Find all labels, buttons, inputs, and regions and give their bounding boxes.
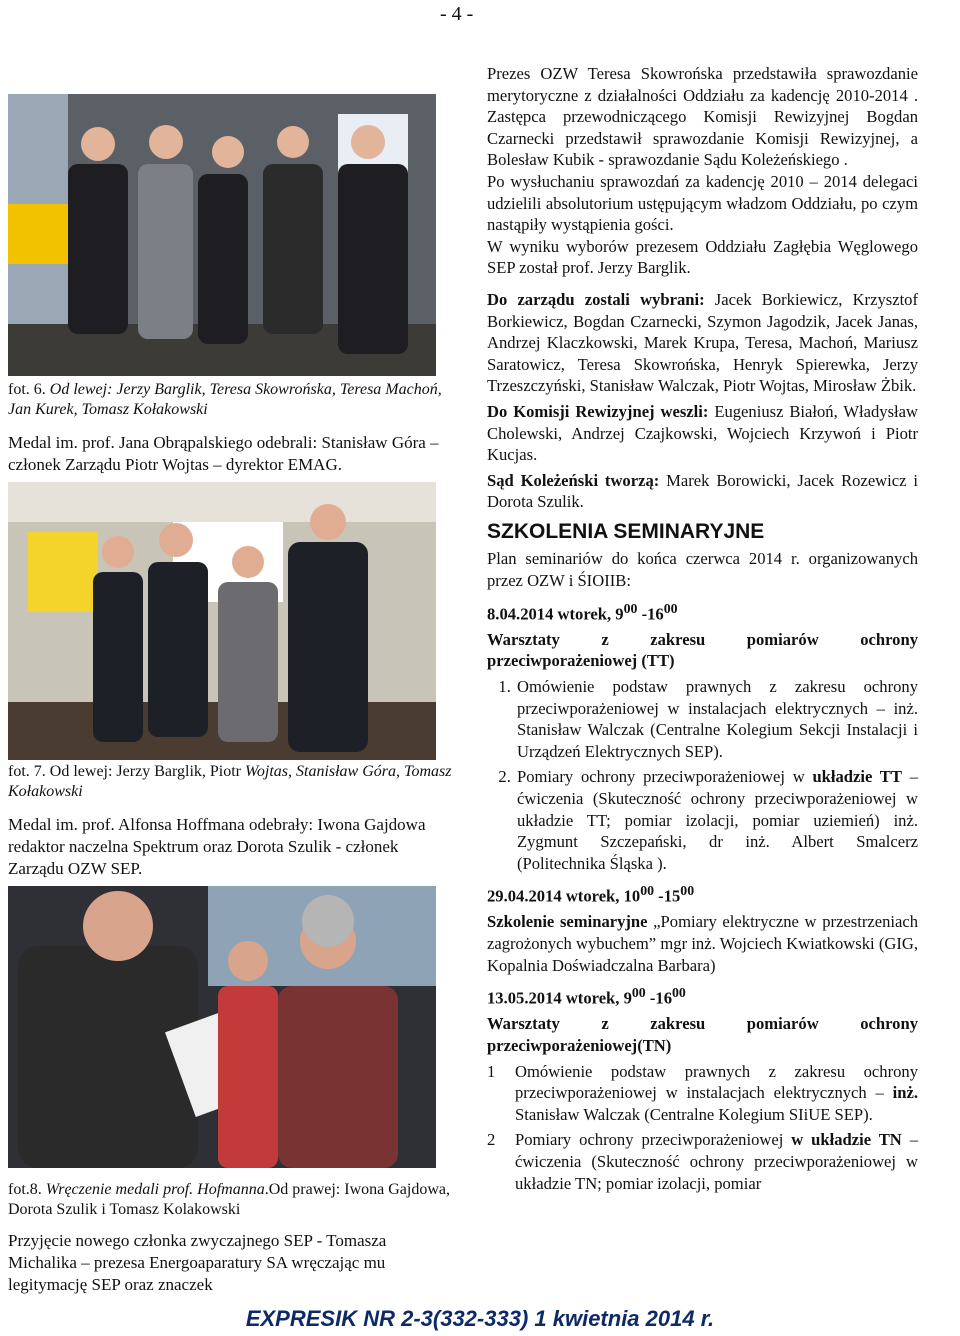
audit-label: Do Komisji Rewizyjnej weszli: (487, 401, 709, 421)
board-label: Do zarządu zostali wybrani: (487, 289, 705, 309)
audit-members: Eugeniusz Białoń, Władysław Cholewski, Andrzej Czajkowski, Wojciech Krzywoń i Piotr Kucjas. (487, 401, 918, 465)
event-date-3: 13.05.2014 wtorek, $9^{00}$ $-16^{00}$ (487, 985, 686, 1008)
photo-fot7 (8, 482, 436, 760)
board-members: Jacek Borkiewicz, Krzysztof Borkiewicz, Bogdan Czarnecki, Szymon Jagodzik, Jacek Janas, Andrzej Klaczkowski, Marek Krupa, Teresa, Machoń, Mariusz Saratowicz, Teresa Skowrońska, Henryk Spierewka, Jerzy Trzeszczyński, Stanisław Walczak, Piotr Wojtas, Mirosław Żbik. (487, 289, 918, 396)
page-number: - 4 - (440, 3, 474, 25)
caption-fot8 (8, 1180, 453, 1220)
footer-issue: EXPRESIK NR 2-3(332-333) 1 kwietnia 2014 r. (245, 1306, 715, 1331)
caption-text: .Od prawej: Iwona Gajdowa, Dorota Szulik i Tomasz Kolakowski (8, 1181, 450, 1218)
list-item: 2 Pomiary ochrony przeciwporażeniowej w układzie TN – ćwiczenia (Skuteczność ochrony przeciwporażeniowej w układzie TN; pomiar izolacji, pomiar (487, 1130, 918, 1193)
caption-label: fot. 6. (8, 381, 50, 398)
section-title: SZKOLENIA SEMINARYJNE (487, 519, 765, 543)
paragraph-reports: Prezes OZW Teresa Skowrońska przedstawiła sprawozdanie merytoryczne z działalności Oddziału za kadencję 2010-2014 . Zastępca przewodniczącego Komisji Rewizyjnej Bogdan Czarnecki przedstawił sprawozdanie Komisji Rewizyjnej, a Bolesław Kubik - sprawozdanie Sądu Koleżeńskiego . (487, 64, 918, 170)
photo-fot6 (8, 94, 436, 376)
event-title-3: Warsztaty z zakresu pomiarów ochrony przeciwporażeniowej(TN) (487, 1014, 918, 1055)
event-title-1: Warsztaty z zakresu pomiarów ochrony przeciwporażeniowej (TT) (487, 629, 918, 671)
court-members: Marek Borowicki, Jacek Rozewicz i Dorota Szulik. (487, 470, 918, 512)
paragraph-new-member: Przyjęcie nowego członka zwyczajnego SEP - Tomasza Michalika – prezesa Energoaparatury SA wręczając mu legitymację SEP oraz znaczek (8, 1231, 387, 1294)
paragraph-board (487, 289, 918, 397)
paragraph-absolutorium: Po wysłuchaniu sprawozdań za kadencję 2010 – 2014 delegaci udzielili absolutorium ustępującym władzom Oddziału, po czym nastąpiły wystąpienia gości. (487, 171, 918, 235)
caption-text: Od lewej: Jerzy Barglik, Piotr (49, 763, 246, 780)
paragraph-medal-hoffman: Medal im. prof. Alfonsa Hoffmana odebrały: Iwona Gajdowa redaktor naczelna Spektrum oraz Dorota Szulik - członek Zarządu OZW SEP. (8, 815, 426, 878)
caption-label: fot.8. (8, 1181, 46, 1198)
list-item: 1. Omówienie podstaw prawnych z zakresu ochrony przeciwporażeniowej w instalacjach elektrycznych – inż. Stanisław Walczak (Centralne Kolegium Sekcji Instalacji i Urządzeń Elektrycznych SEP). (515, 676, 918, 762)
paragraph-medal-obrapalski: Medal im. prof. Jana Obrąpalskiego odebrali: Stanisław Góra – członek Zarządu Piotr Wojtas – dyrektor EMAG. (8, 433, 439, 474)
event-date-2: 29.04.2014 wtorek, $10^{00}$ $-15^{00}$ (487, 883, 695, 906)
paragraph-court (487, 470, 918, 513)
right-column (487, 63, 918, 1194)
list-item: 2. Pomiary ochrony przeciwporażeniowej w układzie TT – ćwiczenia (Skuteczność ochrony przeciwporażeniowej w układzie TT; pomiar izolacji, pomiar uziemień) inż. Zygmunt Szczepański, dr inż. Albert Smalcerz (Politechnika Śląska ). (515, 766, 918, 874)
photo-fot8 (8, 886, 436, 1168)
list-item: 1 Omówienie podstaw prawnych z zakresu ochrony przeciwporażeniowej w instalacjach elektrycznych – inż. Stanisław Walczak (Centralne Kolegium SIiUE SEP). (487, 1061, 918, 1124)
court-label: Sąd Koleżeński tworzą: (487, 470, 660, 490)
event-desc-2: Szkolenie seminaryjne „Pomiary elektryczne w przestrzeniach zagrożonych wybuchem” mgr inż. Wojciech Kwiatkowski (GIG, Kopalnia Doświadczalna Barbara) (487, 912, 919, 975)
caption-text-italic: Wojtas, Stanisław Góra, Tomasz Kołakowski (8, 763, 452, 800)
caption-fot7 (8, 762, 453, 802)
paragraph-election: W wyniku wyborów prezesem Oddziału Zagłębia Węglowego SEP został prof. Jerzy Barglik. (487, 236, 918, 278)
paragraph-audit (487, 401, 918, 466)
caption-fot6 (8, 380, 453, 420)
caption-text: Od lewej: Jerzy Barglik, Teresa Skowrońska, Teresa Machoń, Jan Kurek, Tomasz Kołakowski (8, 381, 442, 418)
event-list-1 (487, 676, 918, 874)
event-date-1: 8.04.2014 wtorek, $9^{00}$ $-16^{00}$ (487, 600, 678, 624)
caption-label: fot. 7. (8, 763, 50, 780)
paragraph-plan: Plan seminariów do końca czerwca 2014 r. organizowanych przez OZW i ŚIOIIB: (487, 549, 918, 591)
caption-text-italic: Wręczenie medali prof. Hofmanna (45, 1181, 265, 1198)
